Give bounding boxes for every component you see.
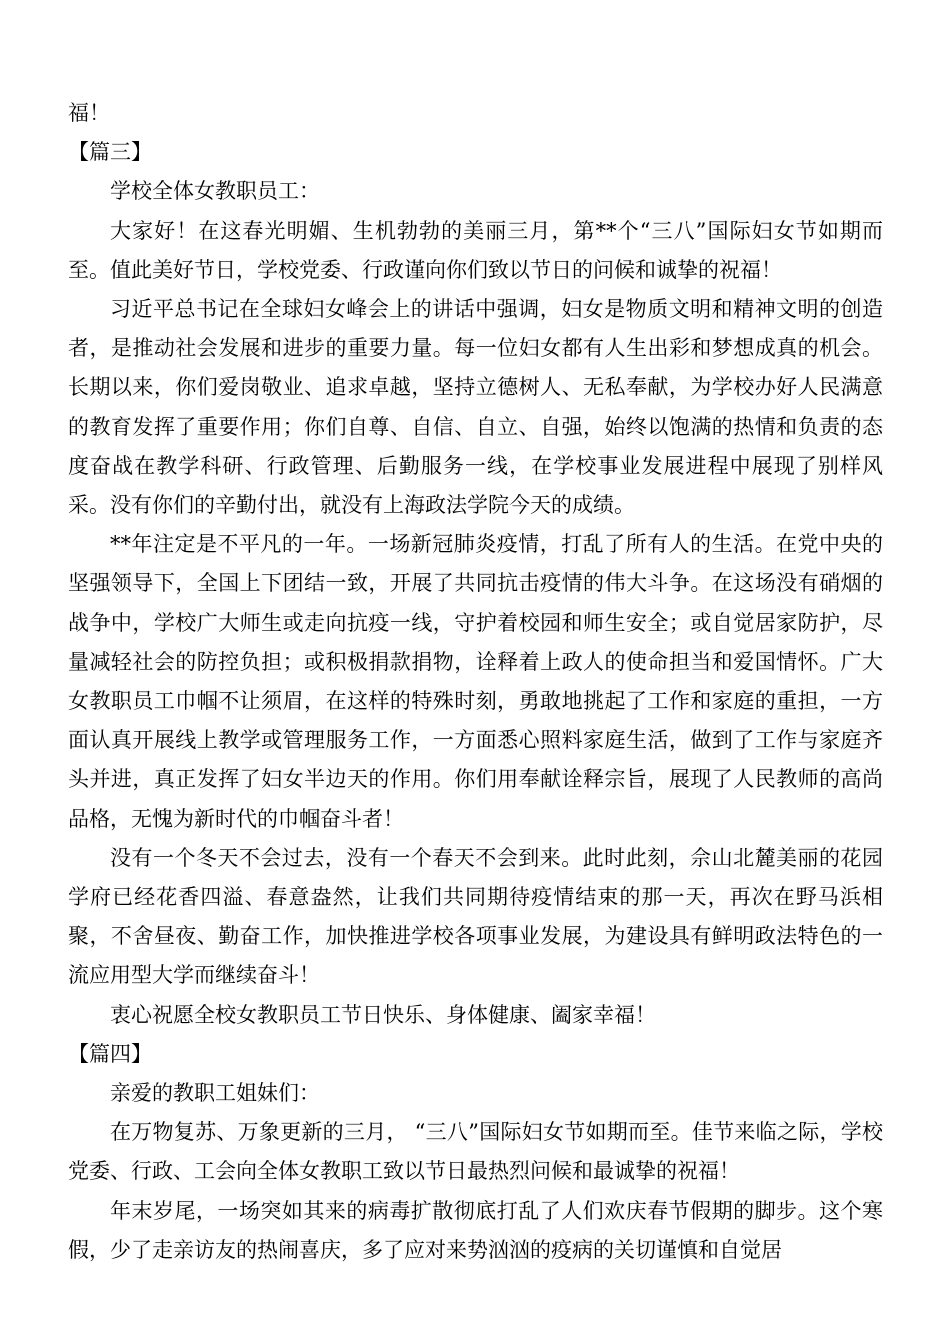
salutation-4: 亲爱的教职工姐妹们： (110, 1081, 320, 1106)
body-paragraph: 习近平总书记在全球妇女峰会上的讲话中强调，妇女是物质文明和精神文明的创造者，是推动社会发展和进步的重要力量。每一位妇女都有人生出彩和梦想成真的机会。长期以来，你们爱岗敬业、追求卓越，坚持立德树人、无私奉献，为学校办好人民满意的教育发挥了重要作用；你们自尊、自信、自立、自强，始终以饱满的热情和负责的态度奋战在教学科研、行政管理、后勤服务一线，在学校事业发展进程中展现了别样风采。没有你们的辛勤付出，就没有上海政法学院今天的成绩。 (68, 297, 883, 518)
closing-wish: 衷心祝愿全校女教职员工节日快乐、身体健康、阖家幸福！ (110, 1002, 656, 1027)
body-paragraph: 在万物复苏、万象更新的三月， “三八”国际妇女节如期而至。佳节来临之际，学校党委、行政、工会向全体女教职工致以节日最热烈问候和最诚挚的祝福！ (68, 1120, 883, 1184)
document-body (68, 94, 883, 1270)
section-heading-4: 【篇四】 (68, 1041, 152, 1066)
section-heading-3: 【篇三】 (68, 140, 152, 165)
body-paragraph: 大家好！在这春光明媚、生机勃勃的美丽三月，第**个“三八”国际妇女节如期而至。值此美好节日，学校党委、行政谨向你们致以节日的问候和诚挚的祝福！ (68, 218, 883, 282)
body-paragraph: 没有一个冬天不会过去，没有一个春天不会到来。此时此刻，佘山北麓美丽的花园学府已经花香四溢、春意盎然，让我们共同期待疫情结束的那一天，再次在野马浜相聚，不舍昼夜、勤奋工作，加快推进学校各项事业发展，为建设具有鲜明政法特色的一流应用型大学而继续奋斗！ (68, 845, 883, 988)
continuation-line: 福！ (68, 101, 110, 125)
body-paragraph: **年注定是不平凡的一年。一场新冠肺炎疫情，打乱了所有人的生活。在党中央的坚强领导下，全国上下团结一致，开展了共同抗击疫情的伟大斗争。在这场没有硝烟的战争中，学校广大师生或走向抗疫一线，守护着校园和师生安全；或自觉居家防护，尽量减轻社会的防控负担；或积极捐款捐物，诠释着上政人的使命担当和爱国情怀。广大女教职员工巾帼不让须眉，在这样的特殊时刻，勇敢地挑起了工作和家庭的重担，一方面认真开展线上教学或管理服务工作，一方面悉心照料家庭生活，做到了工作与家庭齐头并进，真正发挥了妇女半边天的作用。你们用奉献诠释宗旨，展现了人民教师的高尚品格，无愧为新时代的巾帼奋斗者！ (68, 532, 883, 831)
body-paragraph: 年末岁尾，一场突如其来的病毒扩散彻底打乱了人们欢庆春节假期的脚步。这个寒假，少了走亲访友的热闹喜庆，多了应对来势汹汹的疫病的关切谨慎和自觉居 (68, 1198, 883, 1262)
salutation-3: 学校全体女教职员工： (110, 179, 320, 204)
